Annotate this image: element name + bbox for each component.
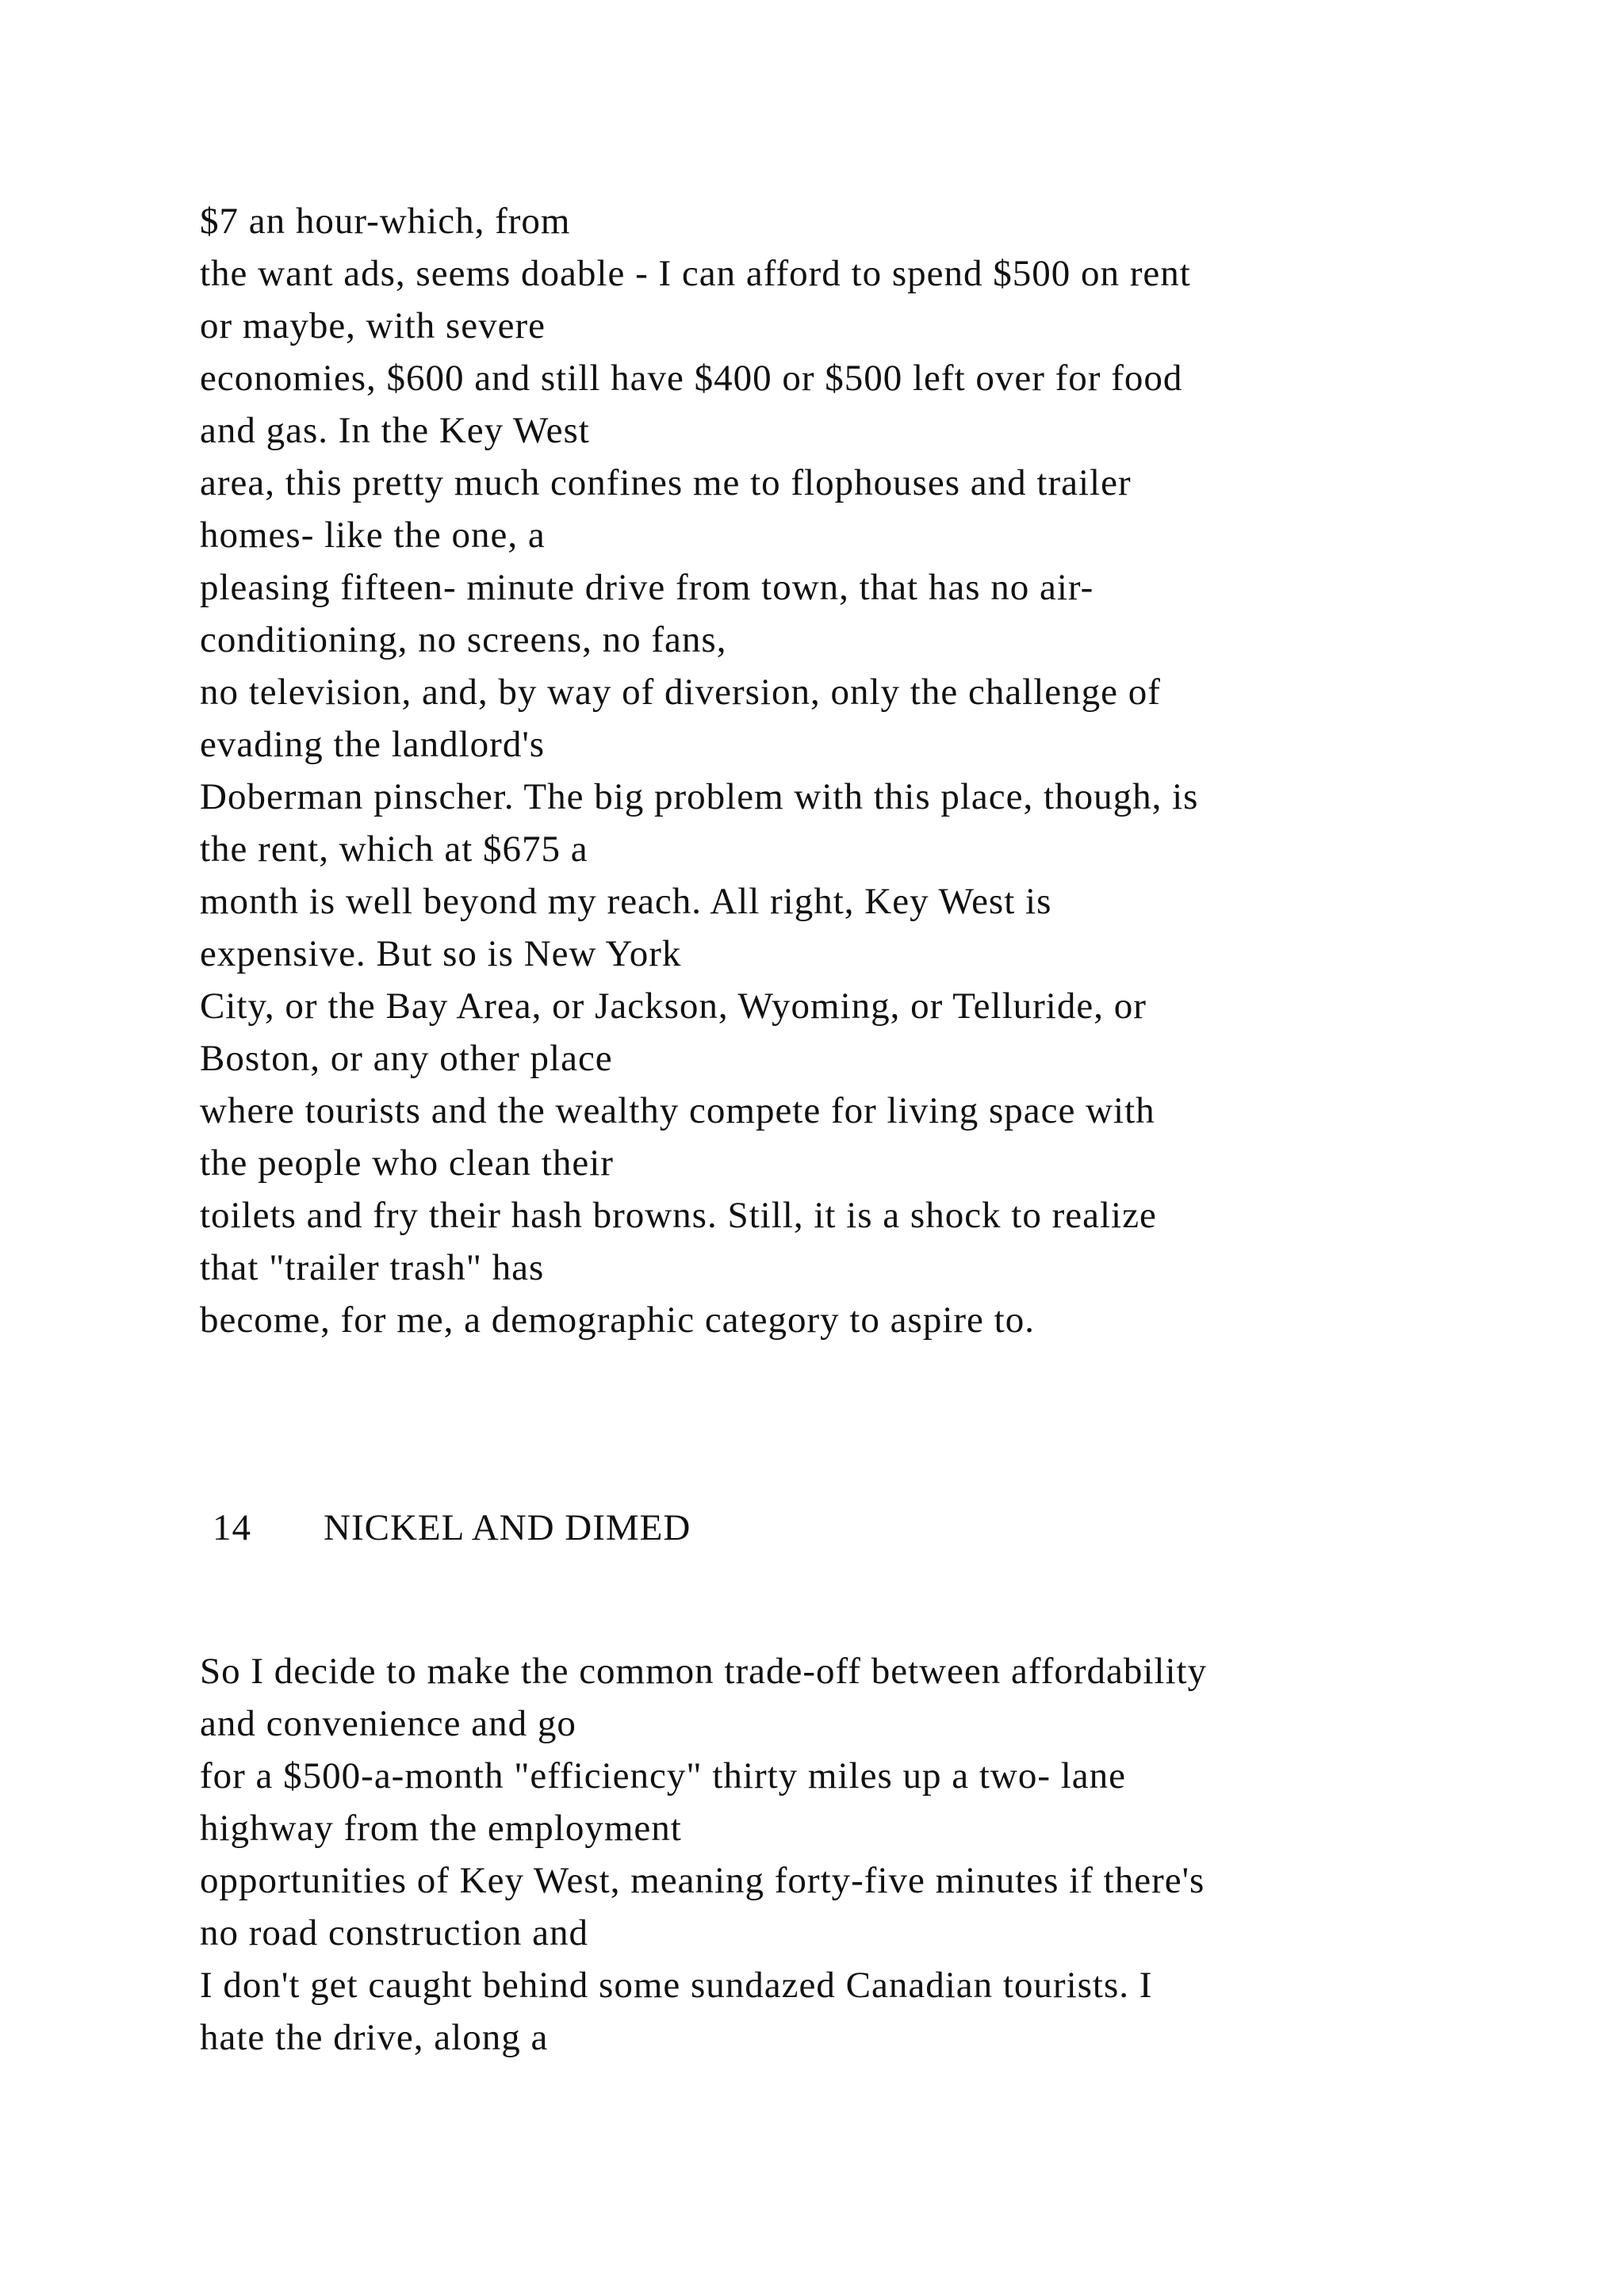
text-line: $7 an hour-which, from: [200, 201, 571, 242]
text-line: Boston, or any other place: [200, 1038, 613, 1079]
text-line: evading the landlord's: [200, 724, 546, 765]
text-line: pleasing fifteen- minute drive from town, that has no air-: [200, 567, 1094, 608]
text-line: and gas. In the Key West: [200, 410, 590, 451]
text-line: where tourists and the wealthy compete for living space with: [200, 1090, 1155, 1131]
text-line: economies, $600 and still have $400 or $500 left over for food: [200, 358, 1183, 399]
text-line: toilets and fry their hash browns. Still, it is a shock to realize: [200, 1195, 1157, 1236]
text-line: City, or the Bay Area, or Jackson, Wyoming, or Telluride, or: [200, 985, 1147, 1027]
text-line: become, for me, a demographic category to aspire to.: [200, 1299, 1035, 1341]
text-line: Doberman pinscher. The big problem with this place, though, is: [200, 776, 1199, 817]
text-line: month is well beyond my reach. All right, Key West is: [200, 881, 1052, 922]
text-line: that "trailer trash" has: [200, 1247, 545, 1288]
text-line: highway from the employment: [200, 1808, 682, 1849]
text-line: for a $500-a-month "efficiency" thirty miles up a two- lane: [200, 1755, 1127, 1797]
text-line: conditioning, no screens, no fans,: [200, 619, 727, 660]
text-line: no television, and, by way of diversion, only the challenge of: [200, 672, 1161, 713]
text-line: homes- like the one, a: [200, 515, 546, 556]
text-line: expensive. But so is New York: [200, 933, 682, 974]
text-line: the rent, which at $675 a: [200, 828, 588, 870]
text-line: So I decide to make the common trade-off between affordability: [200, 1651, 1208, 1692]
text-line: the want ads, seems doable - I can afford to spend $500 on rent: [200, 253, 1191, 294]
text-line: hate the drive, along a: [200, 2017, 549, 2058]
page-number: 14: [213, 1507, 251, 1548]
text-line: no road construction and: [200, 1912, 588, 1954]
text-line: I don't get caught behind some sundazed Canadian tourists. I: [200, 1965, 1153, 2006]
book-title: NICKEL AND DIMED: [324, 1507, 691, 1548]
paragraph-1: [200, 195, 1548, 1346]
text-line: the people who clean their: [200, 1142, 614, 1184]
paragraph-2: [200, 1645, 1548, 2064]
text-line: area, this pretty much confines me to flophouses and trailer: [200, 462, 1132, 503]
text-line: and convenience and go: [200, 1703, 576, 1744]
running-head: [213, 1502, 691, 1554]
text-line: or maybe, with severe: [200, 305, 546, 346]
text-line: opportunities of Key West, meaning forty-five minutes if there's: [200, 1860, 1205, 1901]
